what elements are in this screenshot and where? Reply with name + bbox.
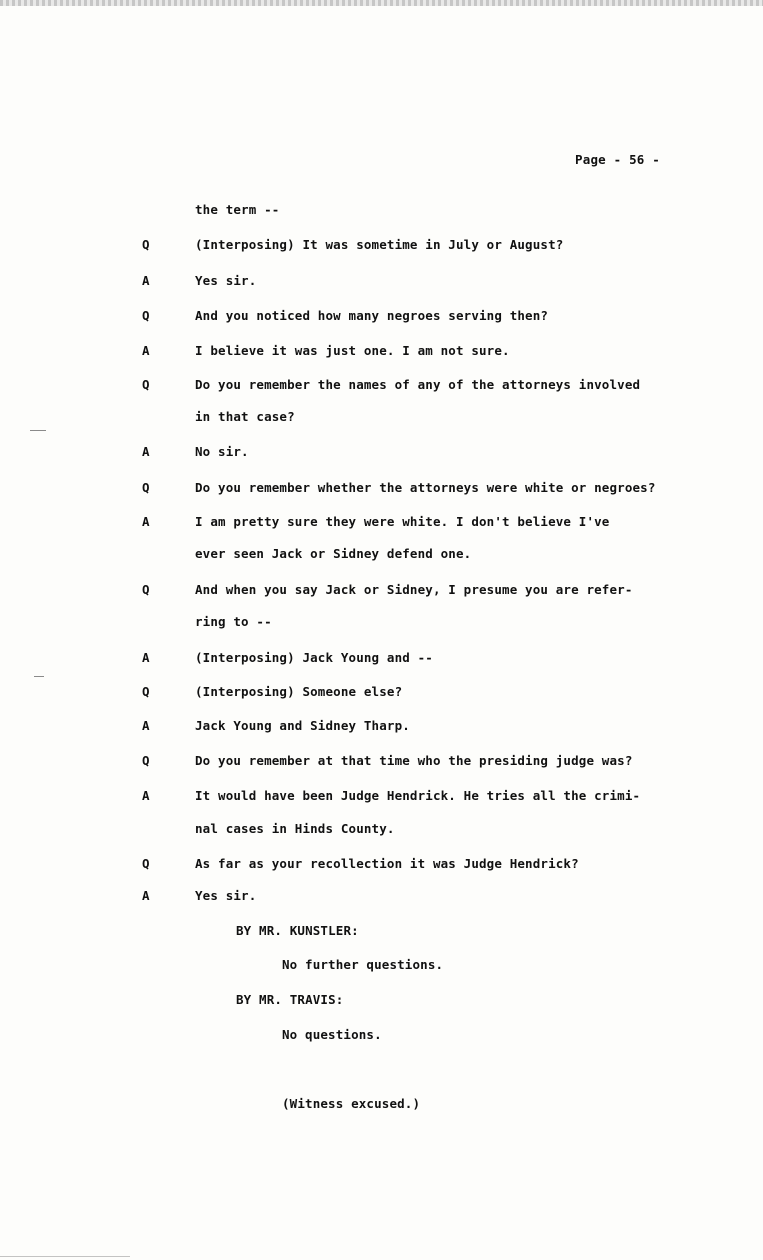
transcript-text: No sir.	[195, 444, 249, 459]
examiner-statement: No further questions.	[282, 957, 444, 972]
speaker-label: A	[142, 273, 150, 288]
transcript-text: ever seen Jack or Sidney defend one.	[195, 546, 472, 561]
speaker-label: Q	[142, 237, 150, 252]
witness-excused-note: (Witness excused.)	[282, 1096, 421, 1111]
scan-mark	[30, 430, 46, 431]
transcript-text: the term --	[195, 202, 280, 217]
transcript-text: (Interposing) It was sometime in July or August?	[195, 237, 564, 252]
speaker-label: A	[142, 514, 150, 529]
speaker-label: Q	[142, 684, 150, 699]
scan-top-edge	[0, 0, 763, 6]
transcript-text: ring to --	[195, 614, 272, 629]
scan-mark	[34, 676, 44, 677]
speaker-label: A	[142, 444, 150, 459]
speaker-label: Q	[142, 308, 150, 323]
transcript-text: Yes sir.	[195, 273, 257, 288]
speaker-label: A	[142, 343, 150, 358]
speaker-label: Q	[142, 377, 150, 392]
transcript-text: (Interposing) Jack Young and --	[195, 650, 433, 665]
speaker-label: A	[142, 788, 150, 803]
transcript-text: Yes sir.	[195, 888, 257, 903]
speaker-label: A	[142, 718, 150, 733]
transcript-text: Do you remember whether the attorneys were white or negroes?	[195, 480, 656, 495]
transcript-text: Jack Young and Sidney Tharp.	[195, 718, 410, 733]
transcript-text: nal cases in Hinds County.	[195, 821, 395, 836]
transcript-text: It would have been Judge Hendrick. He tries all the crimi-	[195, 788, 641, 803]
examiner-heading: BY MR. TRAVIS:	[236, 992, 344, 1007]
transcript-text: Do you remember the names of any of the attorneys involved	[195, 377, 641, 392]
speaker-label: Q	[142, 856, 150, 871]
speaker-label: Q	[142, 480, 150, 495]
transcript-text: (Interposing) Someone else?	[195, 684, 403, 699]
examiner-statement: No questions.	[282, 1027, 382, 1042]
transcript-text: in that case?	[195, 409, 295, 424]
examiner-heading: BY MR. KUNSTLER:	[236, 923, 359, 938]
speaker-label: A	[142, 650, 150, 665]
speaker-label: A	[142, 888, 150, 903]
transcript-text: And you noticed how many negroes serving then?	[195, 308, 549, 323]
transcript-text: I believe it was just one. I am not sure.	[195, 343, 510, 358]
scan-mark	[0, 1256, 130, 1257]
transcript-text: As far as your recollection it was Judge Hendrick?	[195, 856, 579, 871]
transcript-text: Do you remember at that time who the presiding judge was?	[195, 753, 633, 768]
speaker-label: Q	[142, 582, 150, 597]
page-number: Page - 56 -	[575, 152, 660, 167]
transcript-text: And when you say Jack or Sidney, I presume you are refer-	[195, 582, 633, 597]
speaker-label: Q	[142, 753, 150, 768]
transcript-text: I am pretty sure they were white. I don't believe I've	[195, 514, 610, 529]
